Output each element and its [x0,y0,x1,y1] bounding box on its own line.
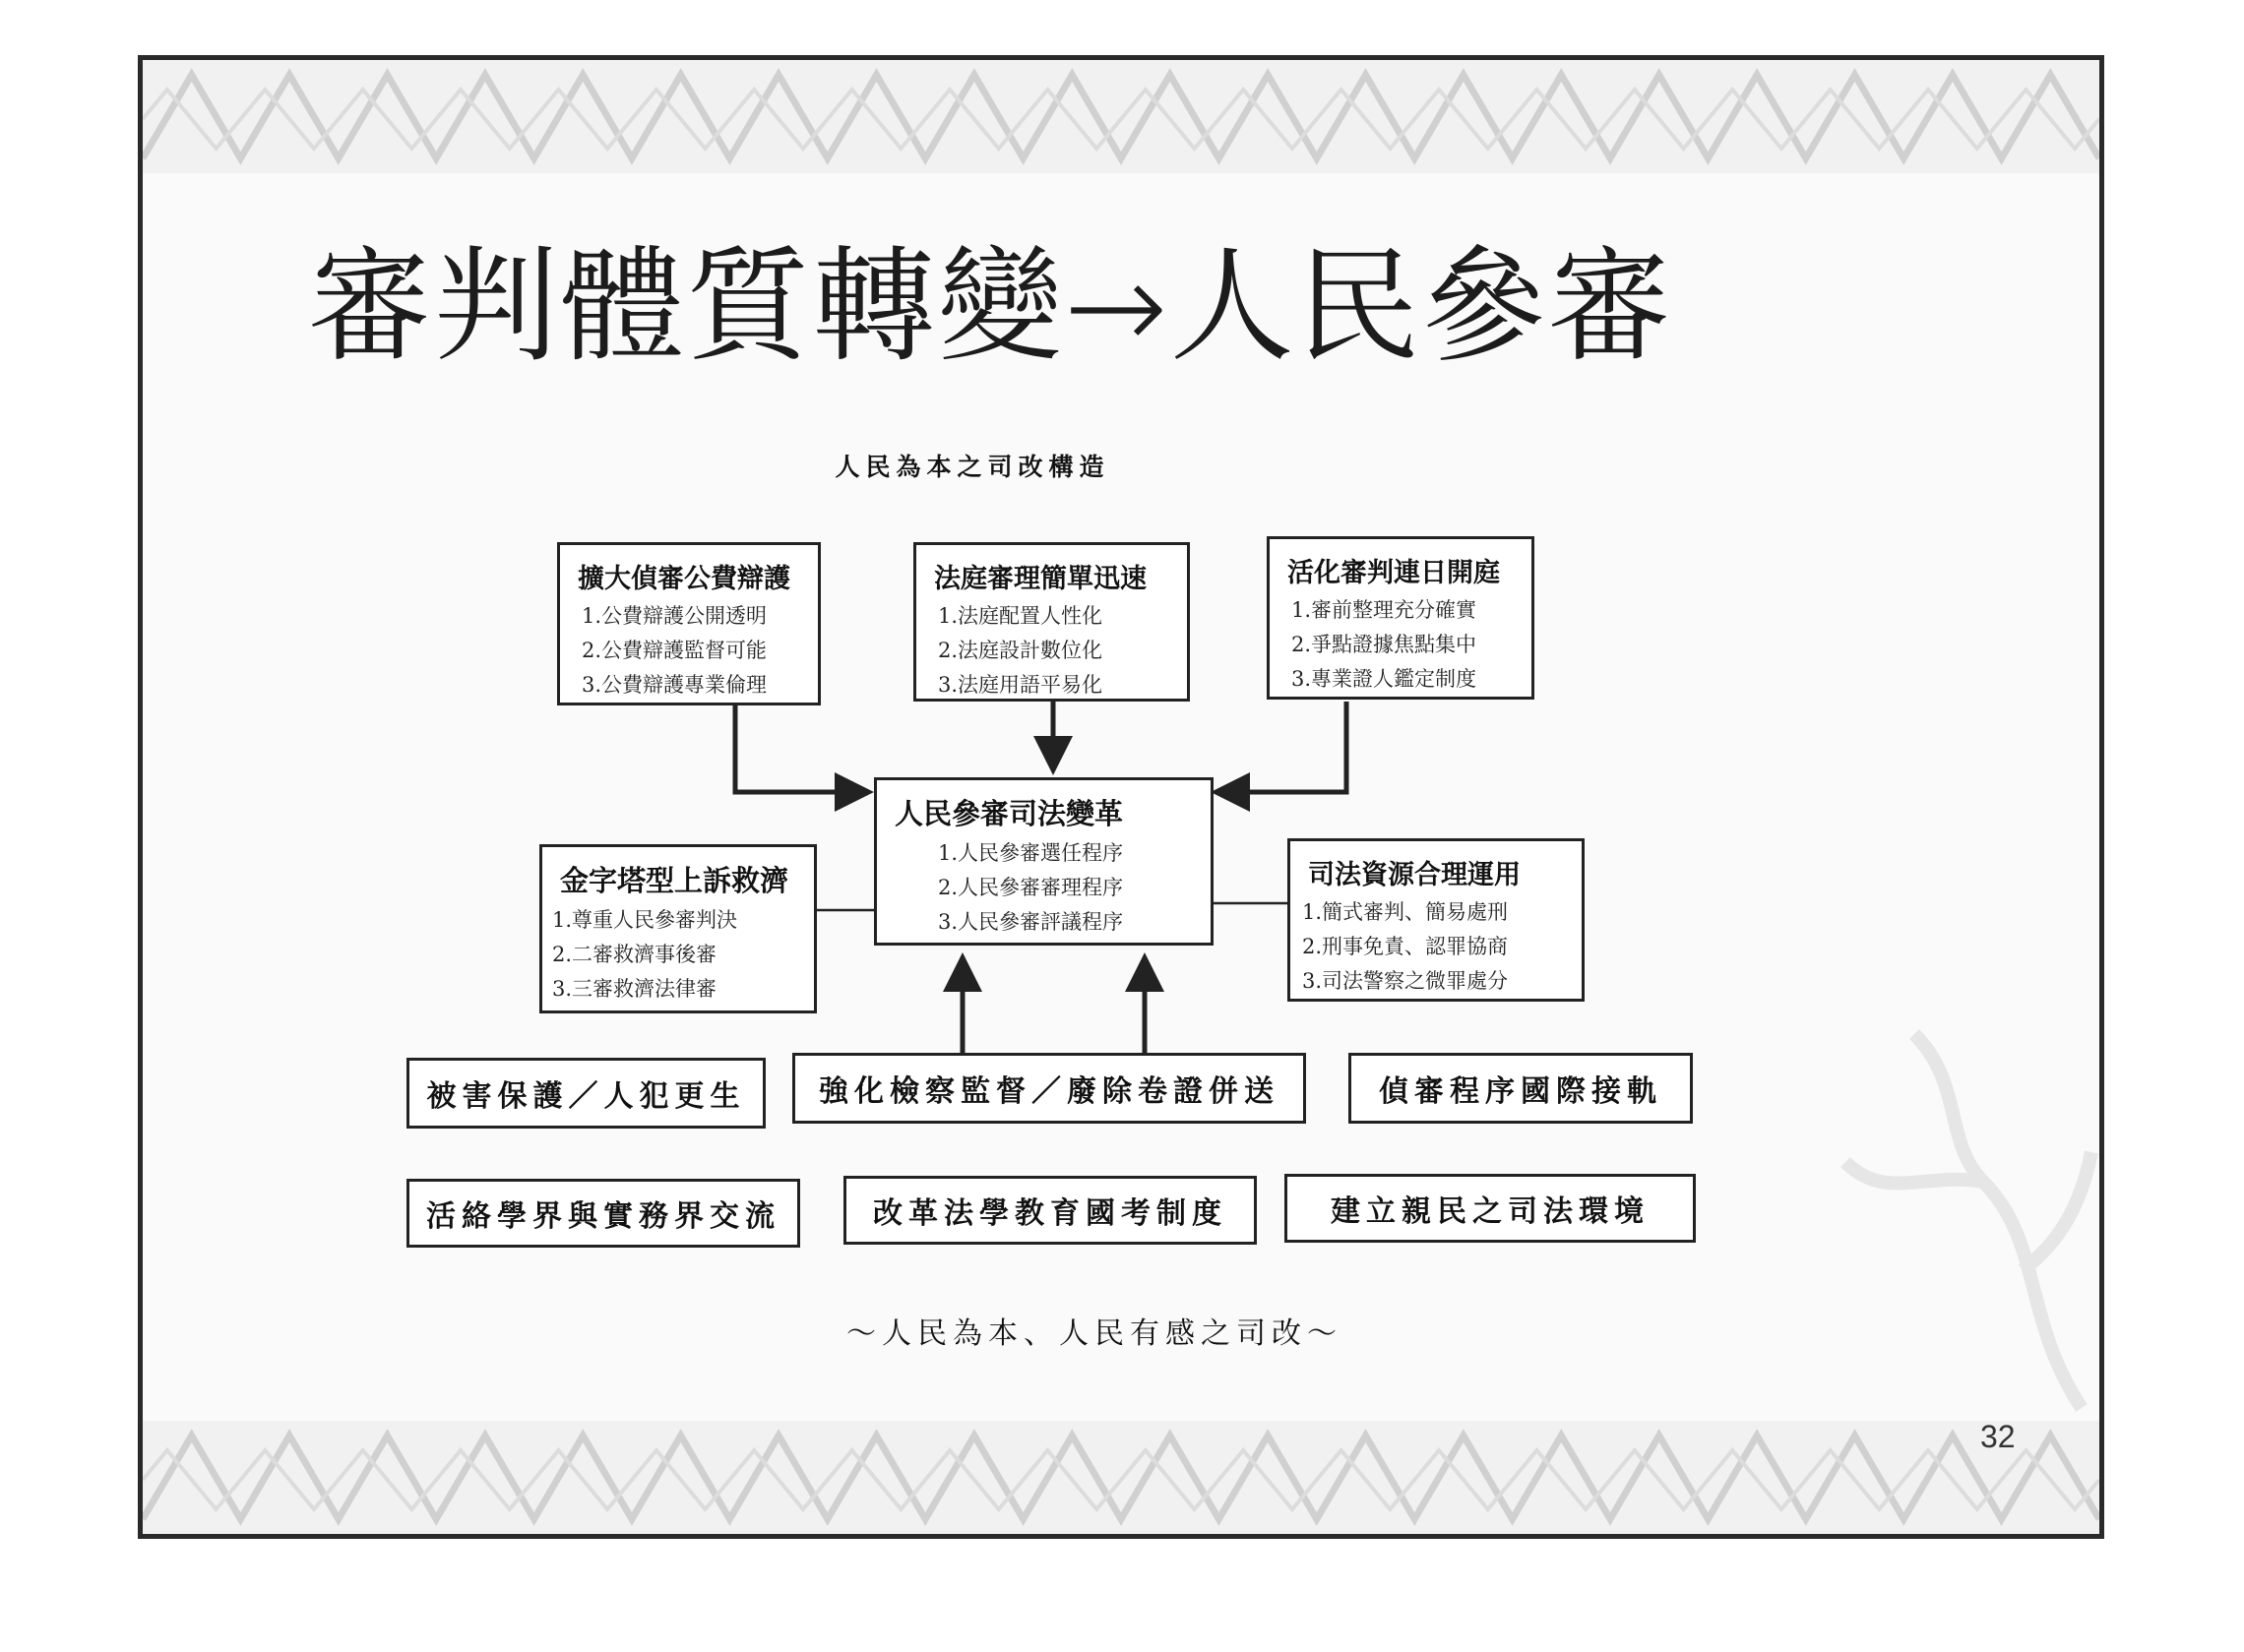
box-resources [1287,838,1585,1002]
list-item: 3.專業證人鑑定制度 [1291,667,1477,691]
list-item: 3.法庭用語平易化 [938,673,1103,697]
box-trial [1267,536,1534,700]
box-defense-list [560,599,818,703]
box-court-heading: 法庭審理簡單迅速 [934,564,1147,594]
list-item: 3.司法警察之微罪處分 [1302,969,1509,993]
slide-title: 審判體質轉變→人民參審 [308,234,1674,379]
list-item: 2.法庭設計數位化 [938,639,1103,662]
box-defense-heading: 擴大偵審公費辯護 [578,564,790,594]
list-item: 2.爭點證據焦點集中 [1291,633,1477,656]
page-number: 32 [1980,1419,2016,1454]
list-item: 2.二審救濟事後審 [552,943,717,966]
pill-prosecution-oversight: 強化檢察監督／廢除卷證併送 [792,1053,1306,1124]
diagram-title-text: 人民為本之司改構造 [835,453,1110,481]
box-center [874,777,1214,946]
pill-friendly-justice-environment: 建立親民之司法環境 [1284,1174,1696,1243]
list-item: 1.簡式審判、簡易處刑 [1302,900,1509,924]
list-item: 1.審前整理充分確實 [1291,598,1477,622]
list-item: 3.人民參審評議程序 [938,910,1124,934]
box-resources-list [1290,895,1582,999]
box-court [913,542,1190,702]
box-trial-list [1270,593,1531,697]
box-court-list [916,599,1187,703]
box-appeal-heading: 金字塔型上訴救濟 [560,864,789,897]
pill-legal-education-reform: 改革法學教育國考制度 [843,1176,1257,1245]
box-appeal-list [542,903,814,1007]
box-center-heading: 人民參審司法變革 [895,797,1124,830]
list-item: 1.尊重人民參審判決 [552,908,738,932]
box-defense [557,542,821,705]
list-item: 1.法庭配置人性化 [938,604,1103,628]
box-appeal [539,844,817,1013]
list-item: 3.三審救濟法律審 [552,977,717,1001]
list-item: 1.人民參審選任程序 [938,841,1124,865]
list-item: 2.人民參審審理程序 [938,876,1124,899]
list-item: 1.公費辯護公開透明 [582,604,768,628]
pill-victim-protection: 被害保護／人犯更生 [406,1058,766,1129]
list-item: 3.公費辯護專業倫理 [582,673,768,697]
arrow-defense-to-center [735,702,864,792]
box-trial-heading: 活化審判連日開庭 [1287,558,1500,588]
pill-academic-exchange: 活絡學界與實務界交流 [406,1179,800,1248]
pill-international-alignment: 偵審程序國際接軌 [1348,1053,1693,1124]
box-center-list [877,836,1211,940]
motto: ～人民為本、人民有感之司改～ [846,1316,1342,1351]
list-item: 2.刑事免責、認罪協商 [1302,935,1509,958]
arrow-trial-to-center [1220,702,1346,792]
box-resources-heading: 司法資源合理運用 [1308,860,1521,890]
list-item: 2.公費辯護監督可能 [582,639,768,662]
